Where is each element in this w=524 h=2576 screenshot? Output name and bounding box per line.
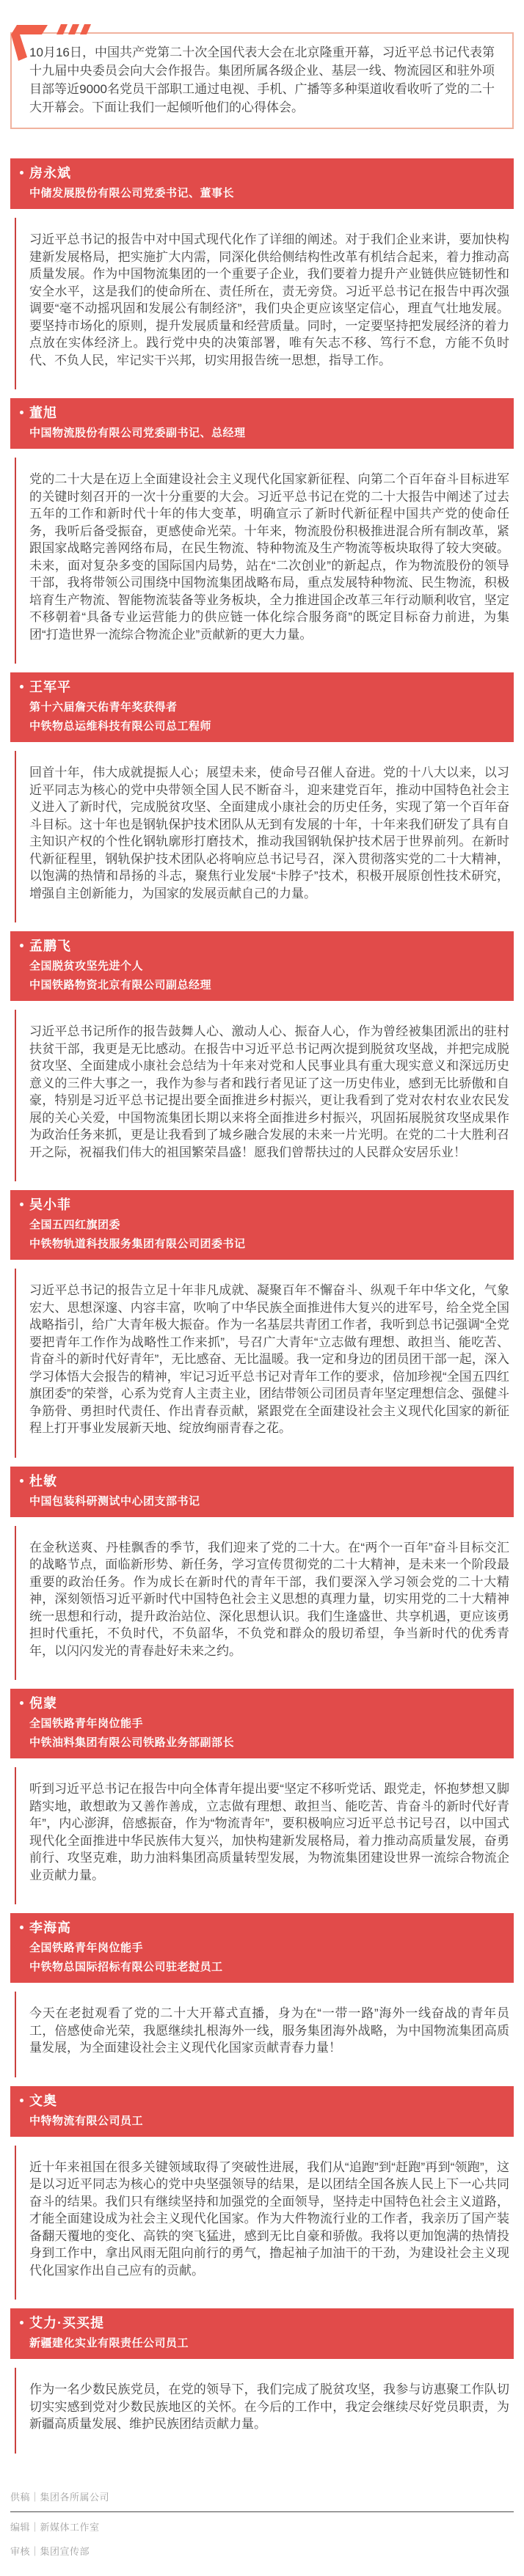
person-name: 孟鹏飞 [29, 939, 71, 953]
person-name: 艾力·买买提 [29, 2316, 104, 2330]
person-name: 董旭 [29, 406, 57, 420]
person-title: 中国物流股份有限公司党委副书记、总经理 [29, 427, 246, 439]
person-titles [29, 2335, 502, 2351]
testimonial-section [0, 931, 524, 1181]
person-titles [29, 1940, 502, 1975]
person-titles [29, 1494, 502, 1509]
quote-block [15, 2146, 515, 2300]
person-title: 中国铁路物资北京有限公司副总经理 [29, 979, 212, 991]
bullet-icon [20, 2099, 23, 2102]
quote-block [15, 1992, 515, 2077]
testimonial-section [0, 1913, 524, 2077]
footer [10, 2484, 514, 2576]
intro-text: 10月16日，中国共产党第二十次全国代表大会在北京隆重开幕，习近平总书记代表第十九届中央委员会向大会作报告。集团所属各级企业、基层一线、物流园区和驻外项目部等近9000名党员干部职工通过电视、手机、广播等多种渠道收看收听了党的二十大开幕会。下面让我们一起倾听他们的心得体会。 [29, 45, 495, 114]
person-titles [29, 2113, 502, 2129]
person-titles [29, 1716, 502, 1750]
testimonial-section [0, 158, 524, 389]
person-title: 第十六届詹天佑青年奖获得者 [29, 701, 178, 713]
person-header-bar [10, 672, 514, 742]
quote-text: 党的二十大是在迈上全面建设社会主义现代化国家新征程、向第二个百年奋斗目标进军的关键时刻召开的一次十分重要的大会。习近平总书记在党的二十大报告中阐述了过去五年的工作和新时代十年的伟大变革，明确宣示了新时代新征程中国共产党的使命任务，我听后备受振奋，更感使命光荣。十年来，物流股份积极推进混合所有制改革，紧跟国家战略完善网络布局，在民生物流、特种物流及生产物流等板块取得了较大突破。未来，面对复杂多变的国际国内局势，站在“二次创业”的新起点，作为物流股份的领导干部，我将带领公司围绕中国物流集团战略布局，重点发展特种物流、民生物流，积极培育生产物流、智能物流装备等业务板块，全力推进国企改革三年行动顺利收官，坚定不移朝着“具备专业运营能力的供应链一体化综合服务商”的既定目标奋力前进，为集团“打造世界一流综合物流企业”贡献新的更大力量。 [29, 472, 509, 642]
person-name: 杜敏 [29, 1473, 57, 1489]
quote-block [15, 1269, 515, 1458]
person-titles [29, 1217, 502, 1252]
person-header-bar [10, 158, 514, 209]
person-title: 中铁物总运维科技有限公司总工程师 [29, 720, 212, 733]
person-titles [29, 425, 502, 441]
bullet-icon [20, 1926, 23, 1929]
person-header-bar [10, 1467, 514, 1517]
testimonial-section [0, 1190, 524, 1458]
bullet-icon [20, 685, 23, 689]
person-title: 中铁物轨道科技服务集团有限公司团委书记 [29, 1238, 246, 1250]
person-header-bar [10, 1190, 514, 1260]
person-name: 文奥 [29, 2093, 57, 2108]
person-titles [29, 186, 502, 201]
person-name: 房永斌 [29, 166, 71, 180]
person-name: 倪蒙 [29, 1696, 57, 1711]
testimonial-section [0, 672, 524, 922]
person-titles [29, 700, 502, 734]
quote-text: 作为一名少数民族党员，在党的领导下，我们完成了脱贫攻坚，我参与访惠聚工作队切切实实感到党对少数民族地区的关怀。在今后的工作中，我定会继续尽好党员职责，为新疆高质量发展、维护民族团结贡献力量。 [29, 2382, 509, 2431]
footer-line-editor: 编辑｜新媒体工作室 [10, 2521, 100, 2533]
intro-box [10, 32, 514, 129]
person-name: 王军平 [29, 680, 71, 694]
article-page [0, 32, 524, 2576]
bullet-icon [20, 1203, 23, 1206]
testimonial-section [0, 1467, 524, 1681]
quote-block [15, 1010, 515, 1181]
sections [0, 158, 524, 2454]
person-header-bar [10, 2086, 514, 2137]
person-header-bar [10, 1913, 514, 1983]
bullet-icon [20, 944, 23, 947]
person-title: 中国包装科研测试中心团支部书记 [29, 1494, 200, 1508]
testimonial-section [0, 2308, 524, 2454]
person-name: 李海高 [29, 1920, 71, 1935]
quote-block [15, 458, 515, 664]
intro-section [10, 32, 514, 129]
person-title: 全国铁路青年岗位能手 [29, 1942, 144, 1954]
testimonial-section [0, 1689, 524, 1904]
quote-block [15, 2368, 515, 2454]
footer-line-contributor: 供稿｜集团各所属公司 [10, 2484, 514, 2512]
bullet-icon [20, 411, 23, 414]
quote-block [15, 1767, 515, 1904]
bullet-icon [20, 171, 23, 175]
bullet-icon [20, 2321, 23, 2324]
person-titles [29, 958, 502, 993]
quote-text: 习近平总书记所作的报告鼓舞人心、激动人心、振奋人心，作为曾经被集团派出的驻村扶贫干部，我更是无比感动。在报告中习近平总书记两次提到脱贫攻坚战，并把完成脱贫攻坚、全面建成小康社会总结为十年来对党和人民事业具有重大现实意义和深远历史意义的三件大事之一，我作为参与者和践行者见证了这一历史伟业，感到无比骄傲和自豪，特别是习近平总书记提出要全面推进乡村振兴，更让我看到了党对农村农业农民发展的关心关爱，中国物流集团长期以来将全面推进乡村振兴，巩固拓展脱贫攻坚成果作为政治任务来抓，更是让我看到了城乡融合发展的未来一片光明。在党的二十大胜利召开之际，祝福我们伟大的祖国繁荣昌盛！愿我们曾帮扶过的人民群众安居乐业！ [29, 1024, 509, 1159]
person-title: 全国铁路青年岗位能手 [29, 1717, 144, 1730]
quote-block [15, 218, 515, 389]
person-header-bar [10, 931, 514, 1001]
person-title: 中储发展股份有限公司党委书记、董事长 [29, 187, 235, 199]
bullet-icon [20, 1701, 23, 1705]
person-header-bar [10, 2308, 514, 2359]
quote-block [15, 751, 515, 922]
quote-text: 近十年来祖国在很多关键领域取得了突破性进展，我们从“追跑”到“赶跑”再到“领跑”，这是以习近平同志为核心的党中央坚强领导的结果，是以团结全国各族人民上下一心共同奋斗的结果。我们只有继续坚持和加强党的全面领导，坚持走中国特色社会主义道路，才能全面建设成为社会主义现代化国家。作为大件物流行业的工作者，我亲历了国产装备翻天覆地的变化、高铁的突飞猛进，感到无比自豪和骄傲。我将以更加饱满的热情投身到工作中，拿出风雨无阻向前行的勇气，撸起袖子加油干的干劲，为建设社会主义现代化国家作出自己应有的贡献。 [29, 2159, 509, 2278]
person-title: 中铁油料集团有限公司铁路业务部副部长 [29, 1736, 235, 1749]
person-name: 吴小菲 [29, 1197, 71, 1212]
quote-block [15, 1526, 515, 1681]
person-title: 中特物流有限公司员工 [29, 2114, 144, 2127]
person-title: 新疆建化实业有限责任公司员工 [29, 2337, 189, 2349]
person-header-bar [10, 1689, 514, 1758]
quote-text: 在金秋送爽、丹桂飘香的季节，我们迎来了党的二十大。在“两个一百年”奋斗目标交汇的战略节点，面临新形势、新任务，学习宣传贯彻党的二十大精神，是未来一个阶段最重要的政治任务。作为成长在新时代的青年干部，我们要深入学习领会党的二十大精神，深刻领悟习近平新时代中国特色社会主义思想的真理力量，切实用党的二十大精神统一思想和行动，提升政治站位、深化思想认识。我们生逢盛世、共享机遇，更应该勇担时代重托，不负时代，不负韶华，不负党和群众的殷切希望，争当新时代的优秀青年，以闪闪发光的青春赴好未来之约。 [29, 1540, 509, 1658]
person-title: 全国五四红旗团委 [29, 1219, 121, 1231]
bullet-icon [20, 1479, 23, 1483]
person-title: 全国脱贫攻坚先进个人 [29, 960, 144, 972]
footer-line-reviewer: 审核｜集团宣传部 [10, 2545, 90, 2557]
quote-text: 听到习近平总书记在报告中向全体青年提出要“坚定不移听党话、跟党走，怀抱梦想又脚踏实地，敢想敢为又善作善成，立志做有理想、敢担当、能吃苦、肯奋斗的新时代好青年”，内心澎湃，倍感振奋，作为“物流青年”，要积极响应习近平总书记号召，以中国式现代化全面推进中华民族伟大复兴，加快构建新发展格局，着力推动高质量发展，奋勇前行、攻坚克难，助力油料集团高质量转型发展，为物流集团建设世界一流综合物流企业贡献力量。 [29, 1782, 509, 1882]
testimonial-section [0, 2086, 524, 2300]
testimonial-section [0, 398, 524, 664]
quote-text: 今天在老挝观看了党的二十大开幕式直播，身为在“一带一路”海外一线奋战的青年员工，倍感使命光荣，我愿继续扎根海外一线，服务集团海外战略，为中国物流集团高质量发展，为全面建设社会主义现代化国家贡献青春力量！ [29, 2006, 509, 2055]
person-header-bar [10, 398, 514, 449]
quote-text: 习近平总书记的报告中对中国式现代化作了详细的阐述。对于我们企业来讲，要加快构建新发展格局，把实施扩大内需，同深化供给侧结构性改革有机结合起来，着力推动高质量发展。作为中国物流集团的一个重要子企业，我们要着力提升产业链供应链韧性和安全水平，这是我们的使命所在、责任所在，责无旁贷。习近平总书记在报告中再次强调要“毫不动摇巩固和发展公有制经济”，我们央企更应该坚定信心，理直气壮地发展。要坚持市场化的原则，提升发展质量和经营质量。同时，一定要坚持把发展经济的着力点放在实体经济上。践行党中央的决策部署，唯有矢志不移、笃行不怠，方能不负时代、不负人民，牢记实干兴邦，切实用报告统一思想，指导工作。 [29, 232, 509, 367]
person-title: 中铁物总国际招标有限公司驻老挝员工 [29, 1961, 223, 1973]
quote-text: 回首十年，伟大成就提振人心；展望未来，使命号召催人奋进。党的十八大以来，以习近平同志为核心的党中央带领全国人民不断奋斗，迎来建党百年，推动中国特色社会主义进入了新时代，完成脱贫攻坚、全面建成小康社会的历史任务，实现了第一个百年奋斗目标。这十年也是钢轨保护技术团队从无到有发展的十年，十年来我们研发了具有自主知识产权的个性化钢轨廓形打磨技术，推动我国钢轨保护技术居于世界前列。在新时代新征程里，钢轨保护技术团队必将响应总书记号召，深入贯彻落实党的二十大精神，以饱满的热情和昂扬的斗志，聚焦行业发展“卡脖子”技术，积极开展原创性技术研究，增强自主创新能力，为国家的发展贡献自己的力量。 [29, 766, 509, 900]
quote-text: 习近平总书记的报告立足十年非凡成就、凝聚百年不懈奋斗、纵观千年中华文化，气象宏大、思想深邃、内容丰富，吹响了中华民族全面推进伟大复兴的进军号，给全党全国战略指引，给广大青年极大振奋。作为一名基层共青团工作者，我听到总书记强调“全党要把青年工作作为战略性工作来抓”，号召广大青年“立志做有理想、敢担当、能吃苦、肯奋斗的新时代好青年”，无比感奋、无比温暖。我一定和身边的团员团干部一起，深入学习体悟大会报告的精神，牢记习近平总书记对青年工作的要求，倍加珍视“全国五四红旗团委”的荣誉，心系为党育人主责主业，团结带领公司团员青年坚定理想信念、强健斗争筋骨、勇担时代责任、作出青春贡献，紧跟党在全面建设社会主义现代化国家的新征程上打开事业发展新天地、绽放绚丽青春之花。 [29, 1283, 509, 1435]
